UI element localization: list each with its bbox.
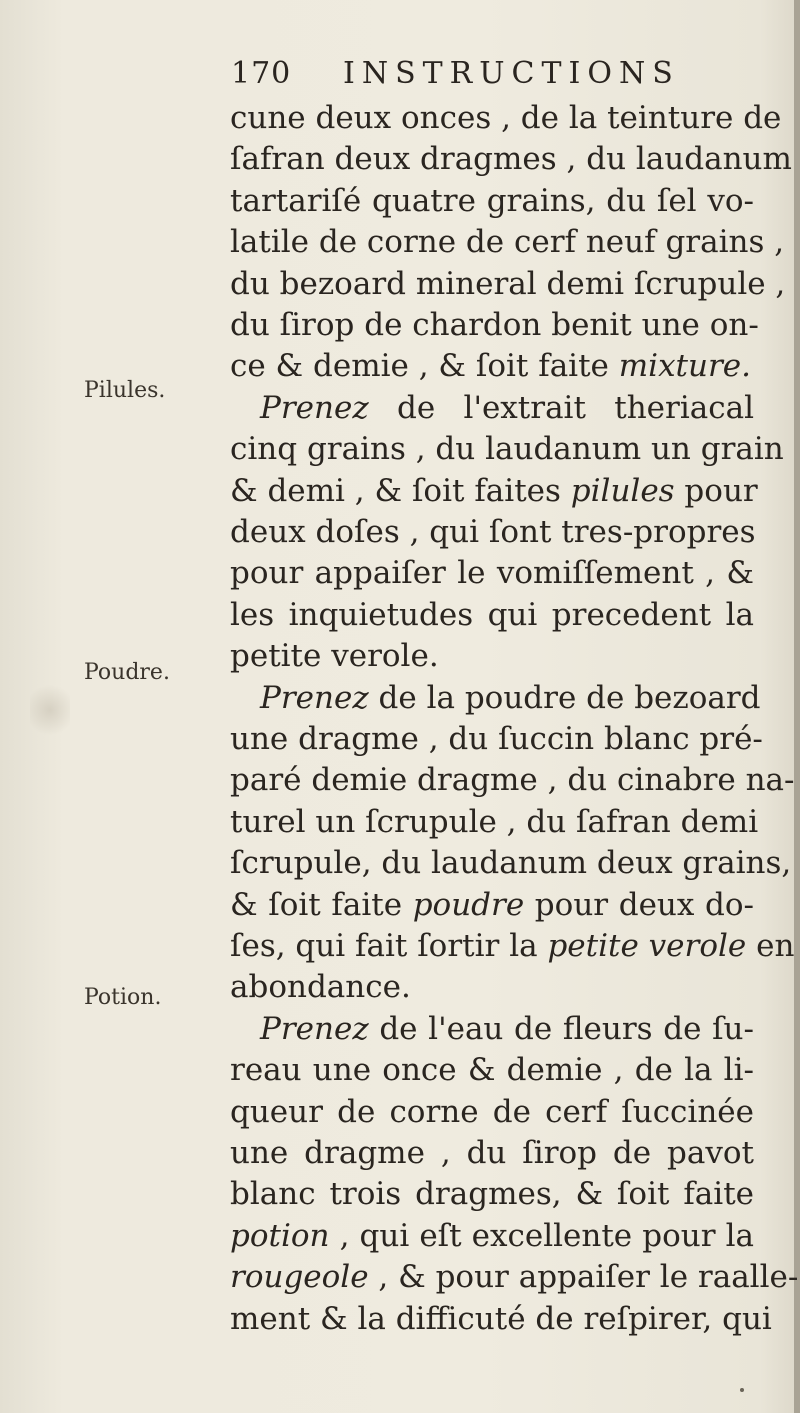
margin-note-poudre: Poudre. [84, 660, 170, 685]
text-span: pour deux do- [524, 887, 754, 923]
text-span: cinq grains , du laudanum un grain [230, 431, 784, 467]
text-span: turel un ſcrupule , du ſafran demi [230, 804, 759, 840]
text-line [230, 1133, 754, 1174]
italic-text: rougeole [230, 1259, 369, 1295]
text-span: , & pour appaiſer le raalle- [368, 1259, 799, 1295]
text-span: pour [674, 473, 758, 509]
text-line [230, 471, 758, 512]
text-span: de la poudre de bezoard [368, 680, 761, 716]
text-span: latile de corne de cerf neuf grains , [230, 224, 785, 260]
italic-text: mixture. [618, 348, 751, 384]
text-span: ce & demie , & ſoit faite [230, 348, 619, 384]
text-span: blanc trois dragmes, & ſoit faite [230, 1176, 754, 1212]
italic-text: poudre [412, 887, 525, 923]
text-line [230, 1009, 754, 1050]
italic-text: potion [230, 1218, 330, 1254]
text-span: cune deux onces , de la teinture de [230, 100, 782, 136]
text-line [230, 388, 754, 429]
italic-text: Prenez [260, 390, 369, 426]
paper-stain [30, 680, 70, 740]
text-span: , qui eſt excellente pour la [329, 1218, 754, 1254]
page-edge [794, 0, 800, 1413]
text-span: & demi , & ſoit faites [230, 473, 571, 509]
text-span: une dragme , du ſirop de pavot [230, 1135, 754, 1171]
margin-note-potion: Potion. [84, 985, 162, 1010]
text-span: ſafran deux dragmes , du laudanum [230, 141, 792, 177]
text-line [230, 636, 754, 677]
text-line [230, 512, 754, 553]
text-span: abondance. [230, 969, 411, 1005]
text-span: & ſoit faite [230, 887, 413, 923]
text-line [230, 967, 754, 1008]
text-line [230, 181, 754, 222]
text-span: les inquietudes qui precedent la [230, 597, 754, 633]
italic-text: pilules [570, 473, 675, 509]
page-number: 170 [231, 56, 292, 91]
text-line [230, 1299, 772, 1340]
text-line [230, 1257, 799, 1298]
text-line [230, 553, 754, 594]
text-line [230, 139, 792, 180]
text-span: petite verole. [230, 638, 439, 674]
margin-note-pilules: Pilules. [84, 378, 166, 403]
running-title: INSTRUCTIONS [343, 56, 680, 91]
italic-text: petite verole [547, 928, 747, 964]
text-line [230, 346, 754, 387]
text-line [230, 429, 784, 470]
italic-text: Prenez [260, 1011, 369, 1047]
text-line [230, 1216, 754, 1257]
text-span: queur de corne de cerf ſuccinée [230, 1094, 754, 1130]
text-line [230, 264, 786, 305]
text-span: une dragme , du ſuccin blanc pré- [230, 721, 763, 757]
text-line [230, 98, 782, 139]
text-span: reau une once & demie , de la li- [230, 1052, 754, 1088]
text-span: du ſirop de chardon benit une on- [230, 307, 759, 343]
text-line [230, 1174, 754, 1215]
text-line [230, 1050, 754, 1091]
text-line [230, 719, 763, 760]
text-span: en [746, 928, 795, 964]
running-header [231, 52, 751, 96]
text-line [230, 926, 795, 967]
text-line [230, 305, 759, 346]
text-line [230, 843, 792, 884]
text-span: de l'eau de fleurs de ſu- [368, 1011, 754, 1047]
ink-speck [740, 1388, 744, 1392]
text-span: ſcrupule, du laudanum deux grains, [230, 845, 792, 881]
text-span: de l'extrait theriacal [368, 390, 754, 426]
text-line [230, 1092, 754, 1133]
text-line [230, 885, 754, 926]
italic-text: Prenez [260, 680, 369, 716]
text-line [230, 222, 785, 263]
text-line [230, 760, 795, 801]
text-span: deux doſes , qui ſont tres-propres [230, 514, 756, 550]
text-span: pour appaiſer le vomiſſement , & [230, 555, 754, 591]
text-span: paré demie dragme , du cinabre na- [230, 762, 795, 798]
text-span: du bezoard mineral demi ſcrupule , [230, 266, 786, 302]
text-line [230, 595, 754, 636]
text-span: tartariſé quatre grains, du ſel vo- [230, 183, 754, 219]
text-span: ſes, qui fait ſortir la [230, 928, 548, 964]
text-span: ment & la difficuté de reſpirer, qui [230, 1301, 772, 1337]
text-line [230, 802, 759, 843]
text-line [230, 678, 761, 719]
